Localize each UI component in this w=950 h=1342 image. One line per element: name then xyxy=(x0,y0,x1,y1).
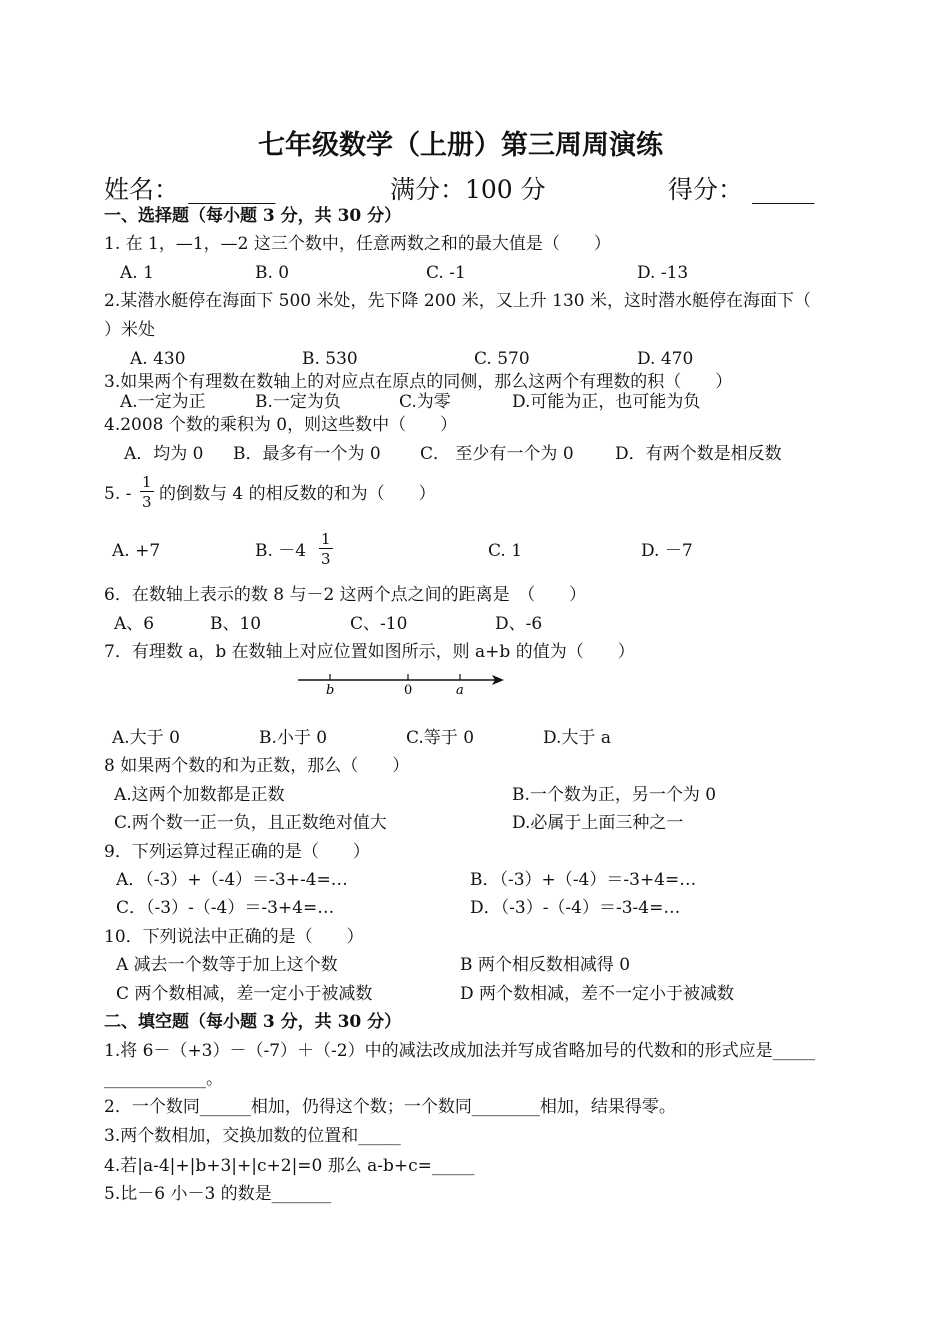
q4-option-b[interactable]: B．最多有一个为 0 xyxy=(233,444,381,464)
q10-option-a[interactable]: A 减去一个数等于加上这个数 xyxy=(116,955,338,975)
section1-heading: 一、选择题（每小题 3 分，共 30 分） xyxy=(104,206,402,226)
q5-b-fraction-numerator: 1 xyxy=(321,530,331,548)
q5-fraction xyxy=(140,474,154,510)
q5-b-fraction-denominator: 3 xyxy=(321,550,331,568)
q5-option-b-fraction xyxy=(319,531,333,567)
q8-stem: 8 如果两个数的和为正数，那么（ ） xyxy=(104,756,410,776)
score-label: 得分： xyxy=(668,175,744,204)
full-score: 满分：100 分 xyxy=(390,175,546,204)
q10-option-b[interactable]: B 两个相反数相减得 0 xyxy=(460,955,631,975)
score-blank[interactable]: _____ xyxy=(752,175,815,204)
q4-option-d[interactable]: D．有两个数是相反数 xyxy=(615,444,782,464)
q3-stem: 3.如果两个有理数在数轴上的对应点在原点的同侧，那么这两个有理数的积（ ） xyxy=(104,372,733,392)
q2-option-c[interactable]: C. 570 xyxy=(474,349,530,369)
q10-stem: 10．下列说法中正确的是（ ） xyxy=(104,927,364,947)
q2-stem: 2.某潜水艇停在海面下 500 米处，先下降 200 米，又上升 130 米，这时潜水艇停在海面下（ xyxy=(104,291,811,311)
q6-option-c[interactable]: C、-10 xyxy=(350,614,408,634)
axis-label-a: a xyxy=(456,683,464,698)
q3-option-b[interactable]: B.一定为负 xyxy=(255,392,341,412)
q5-fraction-numerator: 1 xyxy=(142,473,152,491)
q3-option-a[interactable]: A.一定为正 xyxy=(120,392,206,412)
q8-option-d[interactable]: D.必属于上面三种之一 xyxy=(512,813,684,833)
q5-option-c[interactable]: C. 1 xyxy=(488,541,523,561)
q7-option-d[interactable]: D.大于 a xyxy=(543,728,611,748)
fill-q4: 4.若|a-4|+|b+3|+|c+2|=0 那么 a-b+c=_____ xyxy=(104,1156,475,1176)
q9-option-c[interactable]: C．（-3）-（-4）＝-3+4=… xyxy=(116,898,335,918)
q9-option-b[interactable]: B．（-3）+（-4）＝-3+4=… xyxy=(470,870,697,890)
q5-option-b[interactable]: B. －4 xyxy=(255,541,307,561)
q3-option-d[interactable]: D.可能为正，也可能为负 xyxy=(512,392,701,412)
number-line-figure xyxy=(290,668,515,698)
q2-stem-cont: ）米处 xyxy=(104,320,155,340)
q1-stem: 1. 在 1，—1，—2 这三个数中，任意两数之和的最大值是（ ） xyxy=(104,234,611,254)
q7-option-b[interactable]: B.小于 0 xyxy=(259,728,328,748)
q9-stem: 9．下列运算过程正确的是（ ） xyxy=(104,842,370,862)
name-label: 姓名： xyxy=(104,175,180,204)
q6-option-b[interactable]: B、10 xyxy=(210,614,262,634)
q2-option-d[interactable]: D. 470 xyxy=(637,349,694,369)
fill-q2: 2．一个数同______相加，仍得这个数；一个数同________相加，结果得零。 xyxy=(104,1097,676,1117)
q8-option-c[interactable]: C.两个数一正一负，且正数绝对值大 xyxy=(114,813,387,833)
q1-option-b[interactable]: B. 0 xyxy=(255,263,290,283)
axis-label-b: b xyxy=(326,683,335,698)
q10-option-d[interactable]: D 两个数相减，差不一定小于被减数 xyxy=(460,984,735,1004)
page-title: 七年级数学（上册）第三周周演练 xyxy=(258,130,663,161)
fill-q5: 5.比－6 小－3 的数是_______ xyxy=(104,1184,332,1204)
name-blank[interactable]: _______ xyxy=(188,175,276,204)
axis-label-0: 0 xyxy=(404,683,413,698)
q3-option-c[interactable]: C.为零 xyxy=(399,392,451,412)
q6-option-d[interactable]: D、-6 xyxy=(495,614,543,634)
q1-option-a[interactable]: A. 1 xyxy=(120,263,154,283)
q5-option-a[interactable]: A. +7 xyxy=(112,541,161,561)
fill-q1-line2: ____________。 xyxy=(104,1069,223,1089)
q5-prefix: 5. - xyxy=(104,484,132,504)
fill-q1-line1: 1.将 6－（+3）－（-7）＋（-2）中的减法改成加法并写成省略加号的代数和的形式应是_____ xyxy=(104,1041,816,1061)
q7-stem: 7．有理数 a，b 在数轴上对应位置如图所示，则 a+b 的值为（ ） xyxy=(104,642,635,662)
q8-option-a[interactable]: A.这两个加数都是正数 xyxy=(114,785,285,805)
q2-option-a[interactable]: A. 430 xyxy=(130,349,186,369)
q4-option-a[interactable]: A．均为 0 xyxy=(124,444,204,464)
q5-stem: 的倒数与 4 的相反数的和为（ ） xyxy=(159,484,436,504)
q5-option-d[interactable]: D. －7 xyxy=(641,541,693,561)
q1-option-d[interactable]: D. -13 xyxy=(637,263,689,283)
section2-heading: 二、填空题（每小题 3 分，共 30 分） xyxy=(104,1012,402,1032)
q9-option-d[interactable]: D．（-3）-（-4）＝-3-4=… xyxy=(470,898,681,918)
q8-option-b[interactable]: B.一个数为正，另一个为 0 xyxy=(512,785,717,805)
q9-option-a[interactable]: A．（-3）+（-4）＝-3+-4=… xyxy=(116,870,348,890)
q4-stem: 4.2008 个数的乘积为 0，则这些数中（ ） xyxy=(104,415,458,435)
q2-option-b[interactable]: B. 530 xyxy=(302,349,358,369)
q6-stem: 6．在数轴上表示的数 8 与－2 这两个点之间的距离是 （ ） xyxy=(104,585,587,605)
q5-fraction-denominator: 3 xyxy=(142,493,152,511)
q6-option-a[interactable]: A、6 xyxy=(114,614,155,634)
q7-option-a[interactable]: A.大于 0 xyxy=(112,728,180,748)
q10-option-c[interactable]: C 两个数相减，差一定小于被减数 xyxy=(116,984,373,1004)
q4-option-c[interactable]: C． 至少有一个为 0 xyxy=(420,444,574,464)
q7-option-c[interactable]: C.等于 0 xyxy=(406,728,475,748)
fill-q3: 3.两个数相加，交换加数的位置和_____ xyxy=(104,1126,401,1146)
q1-option-c[interactable]: C. -1 xyxy=(426,263,466,283)
